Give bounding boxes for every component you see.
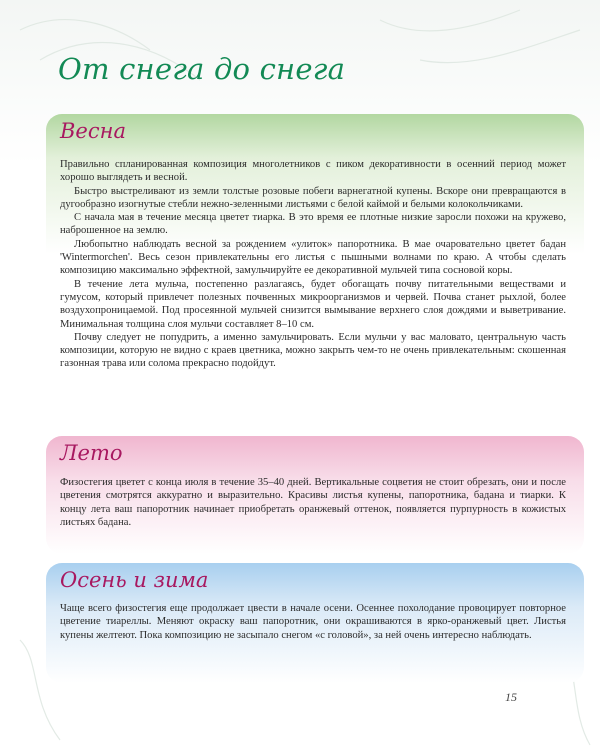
spring-paragraph: Правильно спланированная композиция многолетников с пиком декоративности в осенний период может хорошо выглядеть и весной.	[60, 159, 566, 184]
spring-paragraph: Быстро выстреливают из земли толстые розовые побеги варнегатной купены. Вскоре они превращаются в дугообразно изогнутые стебли нежно-зеленными листьями с белой каймой и белыми колокольчиками.	[60, 185, 566, 210]
autumn-paragraph: Чаще всего физостегия еще продолжает цвести в начале осени. Осеннее похолодание провоцирует повторное цветение тиареллы. Меняют окраску ваш папоротник, они окрашиваются в ярко-оранжевый цвет. Листья купены желтеют. Пока композицию не засыпало снегом «с головой», за ней очень интересно наблюдать.	[60, 603, 566, 641]
spring-paragraph: Любопытно наблюдать весной за рождением «улиток» папоротника. В мае очаровательно цветет бадан 'Wintermorchen'. Весь сезон привлекательны его листья с пышными волнами по краю. А чтобы сделать композицию максимально эффектной, замульчируйте ее декоративной мульчей типа сосновой коры.	[60, 238, 566, 277]
spring-paragraph: В течение лета мульча, постепенно разлагаясь, будет обогащать почву питательными веществами и гумусом, который привлечет полезных почвенных микроорганизмов и червей. Почва станет рыхлой, более воздухопроницаемой. Под просеянной мульчей снизится вымывание верхнего слоя дождями и выветривание. Минимальная толщина слоя мульчи составляет 8–10 см.	[60, 278, 566, 330]
section-body-summer	[60, 476, 566, 529]
section-autumn-winter	[46, 563, 584, 683]
section-title-summer: Лето	[60, 441, 123, 465]
section-title-autumn-winter: Осень и зима	[60, 568, 209, 592]
section-body-spring	[60, 158, 566, 371]
section-title-spring: Весна	[60, 119, 126, 143]
spring-paragraph: Почву следует не попудрить, а именно замульчировать. Если мульчи у вас маловато, центральную часть композиции, которую не видно с краев цветника, можно закрыть чем-то не очень привлекательным: скошенная газонная трава или солома прекрасно подойдут.	[60, 331, 566, 370]
section-body-autumn-winter	[60, 602, 566, 642]
spring-paragraph: С начала мая в течение месяца цветет тиарка. В это время ее плотные низкие заросли похожи на кружево, наброшенное на землю.	[60, 212, 566, 237]
summer-paragraph: Физостегия цветет с конца июля в течение 35–40 дней. Вертикальные соцветия не стоит обрезать, они и после цветения смотрятся аккуратно и выразительно. Красивы листья купены, папоротника, бадана и тиарки. К концу лета ваш папоротник начинает приобретать оранжевый оттенок, появляется пурпурность в кожистых листьях бадана.	[60, 477, 566, 528]
section-summer	[46, 436, 584, 554]
page-title: От снега до снега	[58, 52, 346, 86]
section-spring	[46, 114, 584, 426]
page-number: 15	[505, 690, 517, 704]
